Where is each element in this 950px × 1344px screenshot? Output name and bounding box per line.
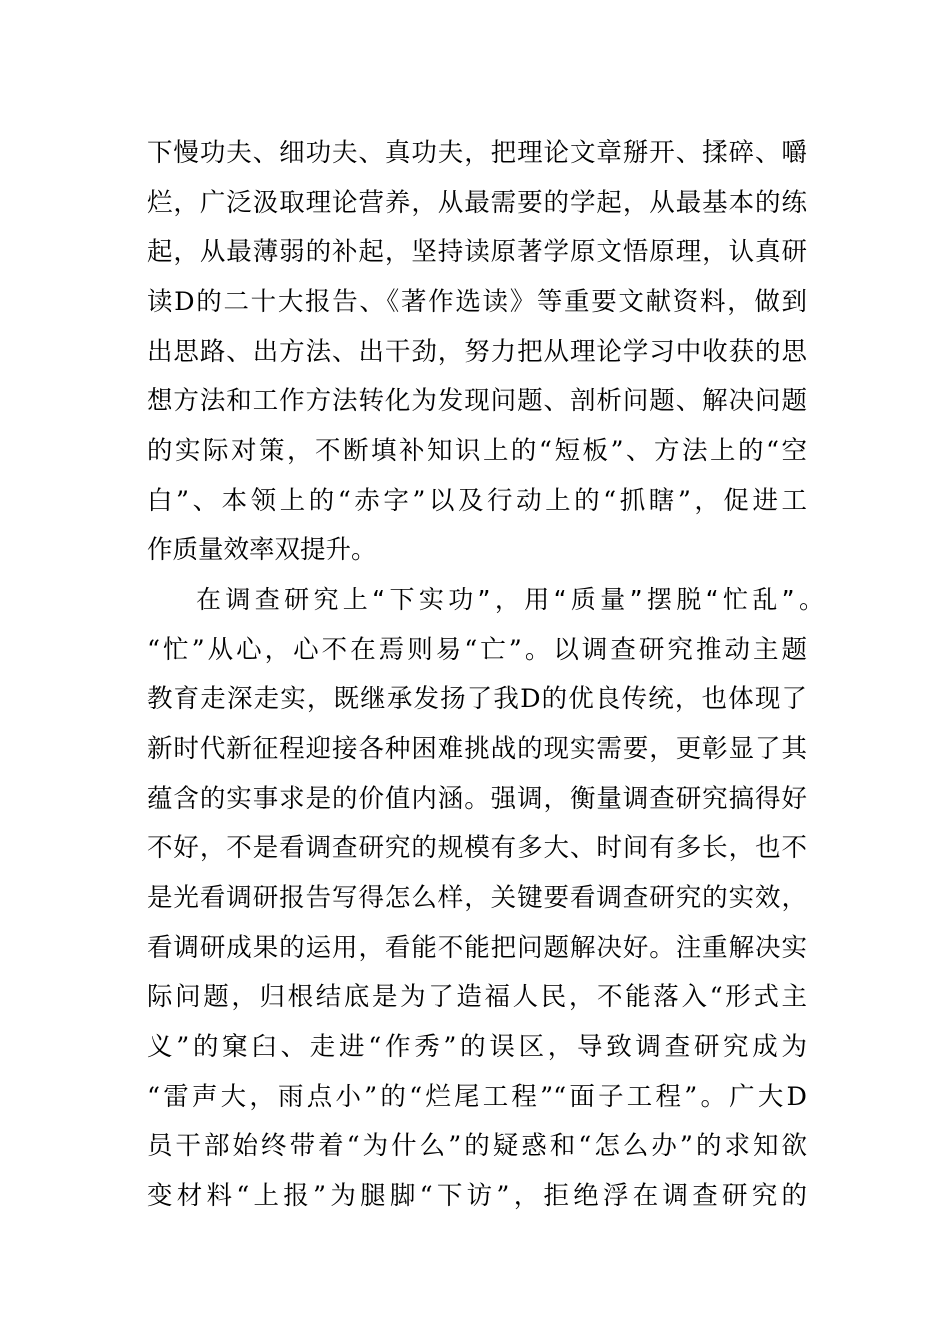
body-text-line: 变材料“上报”为腿脚“下访”，拒绝浮在调查研究的 <box>147 1181 807 1211</box>
body-text-line: 读D的二十大报告、《著作选读》等重要文献资料，做到 <box>147 287 807 317</box>
body-text-line: 作质量效率双提升。 <box>147 535 377 565</box>
body-text-line: 起，从最薄弱的补起，坚持读原著学原文悟原理，认真研 <box>147 237 807 267</box>
body-text-line: 不好，不是看调查研究的规模有多大、时间有多长，也不 <box>147 833 807 863</box>
body-text-line: 蕴含的实事求是的价值内涵。强调，衡量调查研究搞得好 <box>147 784 807 814</box>
body-text-line: 的实际对策，不断填补知识上的“短板”、方法上的“空 <box>147 436 807 466</box>
body-text-line: 是光看调研报告写得怎么样，关键要看调查研究的实效， <box>147 883 807 913</box>
body-text-line: 义”的窠臼、走进“作秀”的误区，导致调查研究成为 <box>147 1032 807 1062</box>
section-heading: 在调查研究上“下实功”，用“质量”摆脱“忙乱”。 <box>196 585 824 614</box>
body-text-line: 教育走深走实，既继承发扬了我D的优良传统，也体现了 <box>147 684 807 714</box>
body-text-line: 烂，广泛汲取理论营养，从最需要的学起，从最基本的练 <box>147 188 807 218</box>
body-text-line: 际问题，归根结底是为了造福人民，不能落入“形式主 <box>147 982 807 1012</box>
body-text-line: “忙”从心，心不在焉则易“亡”。以调查研究推动主题 <box>147 635 807 665</box>
body-text-line: 出思路、出方法、出干劲，努力把从理论学习中收获的思 <box>147 337 807 367</box>
body-text-line: 下慢功夫、细功夫、真功夫，把理论文章掰开、揉碎、嚼 <box>147 138 807 168</box>
body-text-line: 白”、本领上的“赤字”以及行动上的“抓瞎”，促进工 <box>147 486 807 516</box>
body-text-line: 看调研成果的运用，看能不能把问题解决好。注重解决实 <box>147 933 807 963</box>
body-text-line: 员干部始终带着“为什么”的疑惑和“怎么办”的求知欲 <box>147 1131 807 1161</box>
body-text-line: 新时代新征程迎接各种困难挑战的现实需要，更彰显了其 <box>147 734 807 764</box>
body-text-line: 想方法和工作方法转化为发现问题、剖析问题、解决问题 <box>147 386 807 416</box>
body-text-line: “雷声大，雨点小”的“烂尾工程”“面子工程”。广大D <box>147 1082 807 1112</box>
